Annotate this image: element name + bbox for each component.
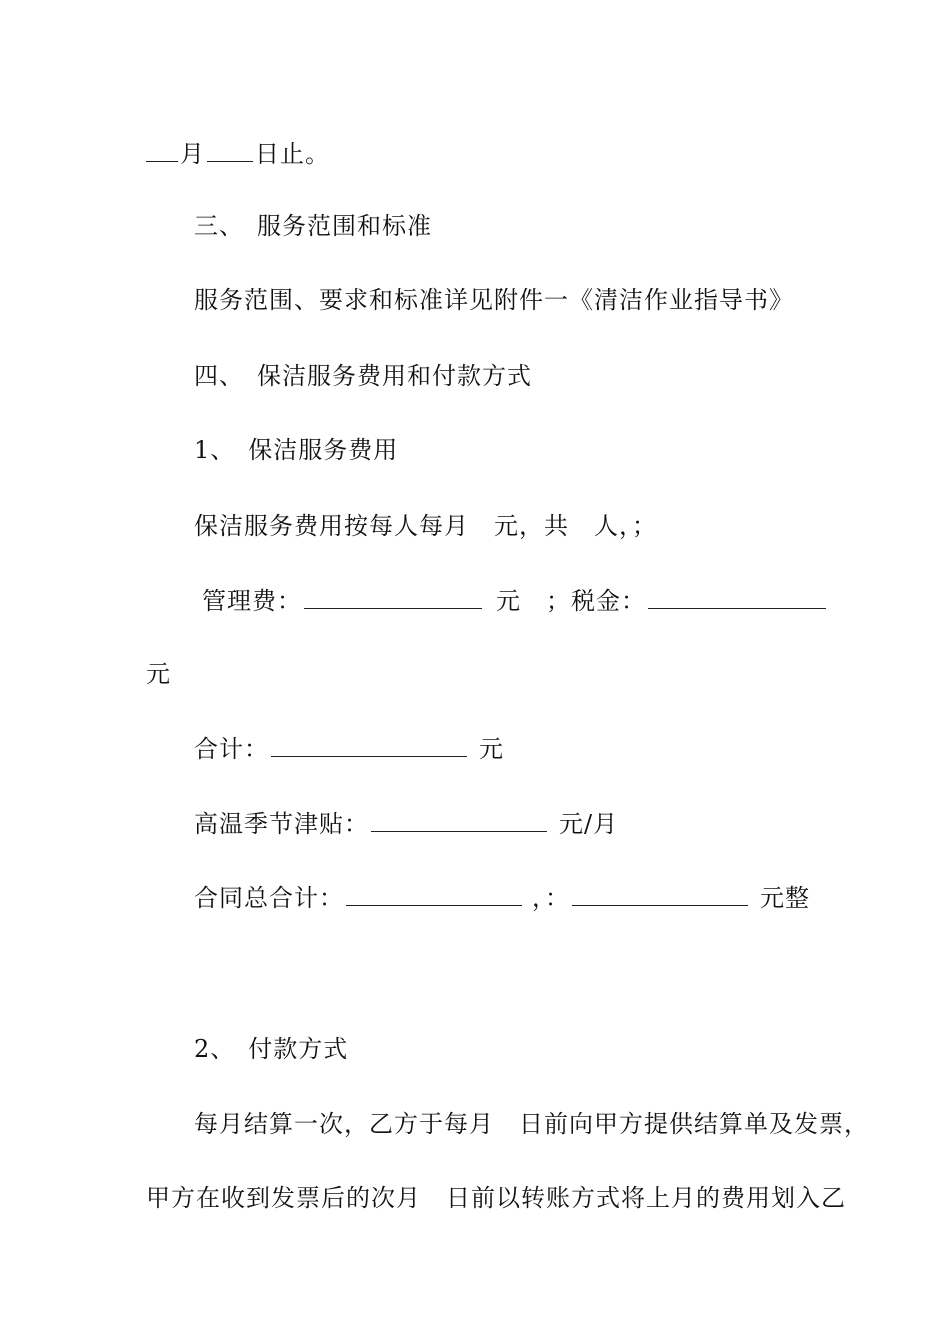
section-3-body: 服务范围、要求和标准详见附件一《清洁作业指导书》 <box>194 286 794 314</box>
high-temp-allowance-label: 高温季节津贴： <box>194 810 369 838</box>
day-end-label: 日止。 <box>255 140 330 168</box>
management-fee-label: 管理费： <box>202 587 302 615</box>
contract-total-blank <box>346 887 522 906</box>
total-unit: 元 <box>479 735 504 763</box>
service-fee-line: 保洁服务费用按每人每月 元，共 人，； <box>194 512 657 540</box>
management-fee-unit-tax-label: 元 ；税金： <box>496 587 646 615</box>
subsection-1-heading: 1、 保洁服务费用 <box>194 436 399 464</box>
tax-blank <box>648 590 826 609</box>
contract-total-label: 合同总合计： <box>194 884 344 912</box>
tax-unit-line: 元 <box>146 660 171 688</box>
contract-total-words-blank <box>572 887 748 906</box>
total-blank <box>271 738 467 757</box>
day-blank <box>207 143 253 162</box>
section-3-heading: 三、 服务范围和标准 <box>194 212 432 240</box>
month-blank <box>146 143 178 162</box>
high-temp-allowance-unit: 元/月 <box>559 810 619 838</box>
high-temp-allowance-line <box>194 810 618 838</box>
total-line <box>194 735 504 763</box>
contract-total-separator: ，： <box>532 884 570 912</box>
payment-body-line-1: 每月结算一次，乙方于每月 日前向甲方提供结算单及发票， <box>194 1110 869 1138</box>
high-temp-allowance-blank <box>371 813 547 832</box>
contract-total-unit: 元整 <box>760 884 810 912</box>
contract-total-line <box>194 884 810 912</box>
payment-body-line-2: 甲方在收到发票后的次月 日前以转账方式将上月的费用划入乙 <box>146 1184 846 1212</box>
management-fee-line <box>202 587 828 615</box>
section-4-heading: 四、 保洁服务费用和付款方式 <box>194 362 532 390</box>
subsection-2-heading: 2、 付款方式 <box>194 1035 349 1063</box>
term-end-date-line <box>146 140 330 168</box>
management-fee-blank <box>304 590 482 609</box>
total-label: 合计： <box>194 735 269 763</box>
month-label: 月 <box>180 140 205 168</box>
